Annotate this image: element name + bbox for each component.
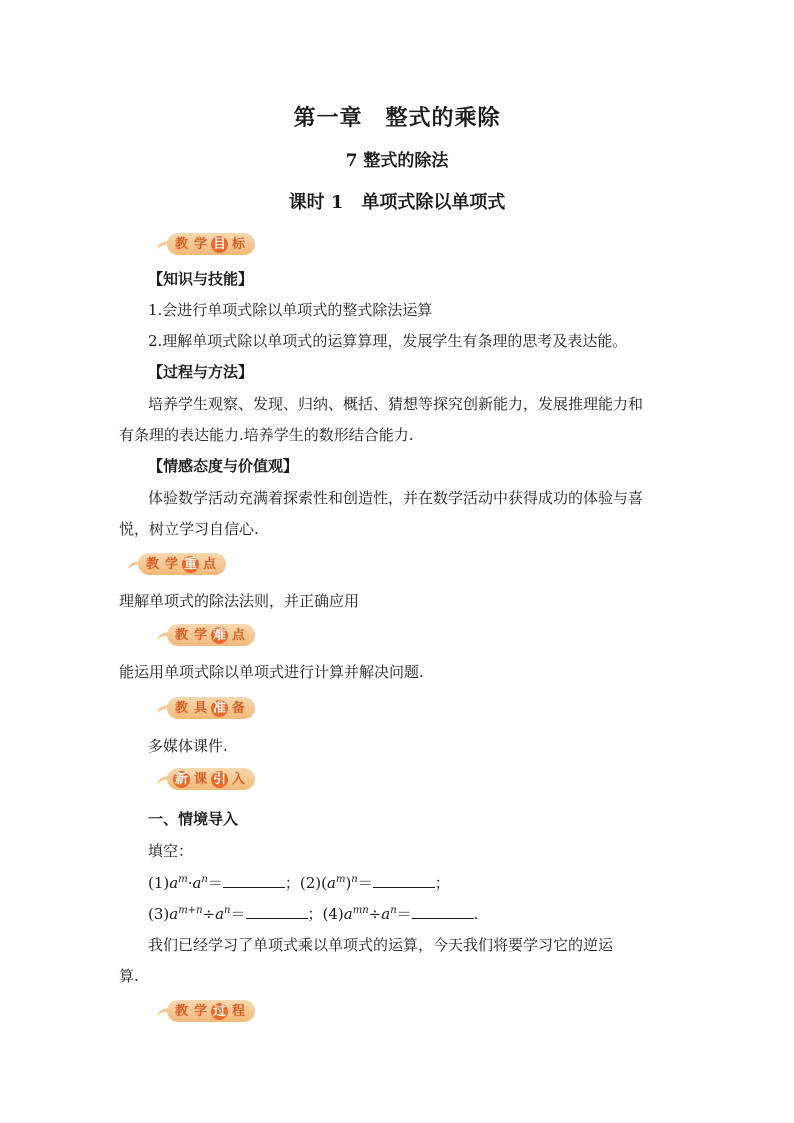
eq3-prefix: (3) — [148, 905, 170, 923]
badge-char: 课 — [193, 771, 207, 787]
badge-char: 目 — [212, 236, 226, 252]
answer-blank-4[interactable] — [412, 904, 474, 919]
badge-char: 标 — [231, 236, 245, 252]
closing-text-2: 算. — [119, 967, 139, 985]
badge-char: 教 — [145, 556, 159, 572]
badge-char: 教 — [174, 1003, 188, 1019]
difficulty-text: 能运用单项式除以单项式进行计算并解决问题. — [119, 663, 424, 681]
equation-line-2: $(3)a^{m+n}\div a^n=$ ；$(4)a^{mn}\div a^n=$ . — [148, 905, 479, 923]
period: . — [473, 905, 479, 923]
badge-char: 新 — [174, 771, 188, 787]
emotion-text-1: 体验数学活动充满着探索性和创造性，并在数学活动中获得成功的体验与喜 — [148, 489, 644, 507]
chapter-title: 第一章 整式的乘除 — [293, 105, 501, 131]
lesson-title: 课时 1 单项式除以单项式 — [288, 192, 506, 213]
knowledge-item-1: 1.会进行单项式除以单项式的整式除法运算 — [148, 301, 433, 319]
badge-char: 点 — [202, 556, 216, 572]
eq4-prefix: ；(4) — [307, 905, 344, 923]
answer-blank-1[interactable] — [223, 873, 285, 888]
badge-char: 教 — [174, 236, 188, 252]
badge-char: 教 — [174, 627, 188, 643]
badge-char: 学 — [193, 1003, 207, 1019]
section-title: 7 整式的除法 — [345, 151, 449, 171]
emotion-text-2: 悦，树立学习自信心. — [119, 520, 259, 538]
emotion-heading: 【情感态度与价值观】 — [148, 457, 299, 475]
semicolon: ； — [434, 874, 450, 892]
badge-char: 入 — [231, 771, 245, 787]
badge-char: 备 — [231, 700, 245, 716]
process-heading: 【过程与方法】 — [148, 363, 254, 381]
badge-char: 准 — [212, 700, 226, 716]
badge-char: 学 — [164, 556, 178, 572]
answer-blank-2[interactable] — [373, 873, 435, 888]
badge-char: 重 — [183, 556, 197, 572]
badge-char: 引 — [212, 771, 226, 787]
closing-text-1: 我们已经学习了单项式乘以单项式的运算，今天我们将要学习它的逆运 — [148, 936, 614, 954]
knowledge-item-2: 2.理解单项式除以单项式的运算算理，发展学生有条理的思考及表达能。 — [148, 332, 628, 350]
answer-blank-3[interactable] — [246, 904, 308, 919]
process-text-2: 有条理的表达能力.培养学生的数形结合能力. — [119, 426, 414, 444]
knowledge-heading: 【知识与技能】 — [148, 270, 254, 288]
fill-label: 填空： — [148, 842, 194, 860]
process-text-1: 培养学生观察、发现、归纳、概括、猜想等探究创新能力，发展推理能力和 — [148, 395, 644, 413]
badge-char: 难 — [212, 627, 226, 643]
equation-line-1: $(1)a^m\cdot a^n=$ ；$(2)(a^m)^n=$ ； — [148, 874, 450, 892]
key-point-text: 理解单项式的除法法则，并正确应用 — [119, 592, 360, 610]
badge-char: 点 — [231, 627, 245, 643]
badge-char: 教 — [174, 700, 188, 716]
intro-heading: 一、情境导入 — [148, 810, 239, 828]
badge-char: 过 — [212, 1003, 226, 1019]
badge-char: 学 — [193, 236, 207, 252]
badge-char: 具 — [193, 700, 207, 716]
badge-char: 程 — [231, 1003, 245, 1019]
eq1-prefix: (1) — [148, 874, 170, 892]
materials-text: 多媒体课件. — [148, 737, 228, 755]
eq2-prefix: ；(2)( — [284, 874, 327, 892]
badge-char: 学 — [193, 627, 207, 643]
